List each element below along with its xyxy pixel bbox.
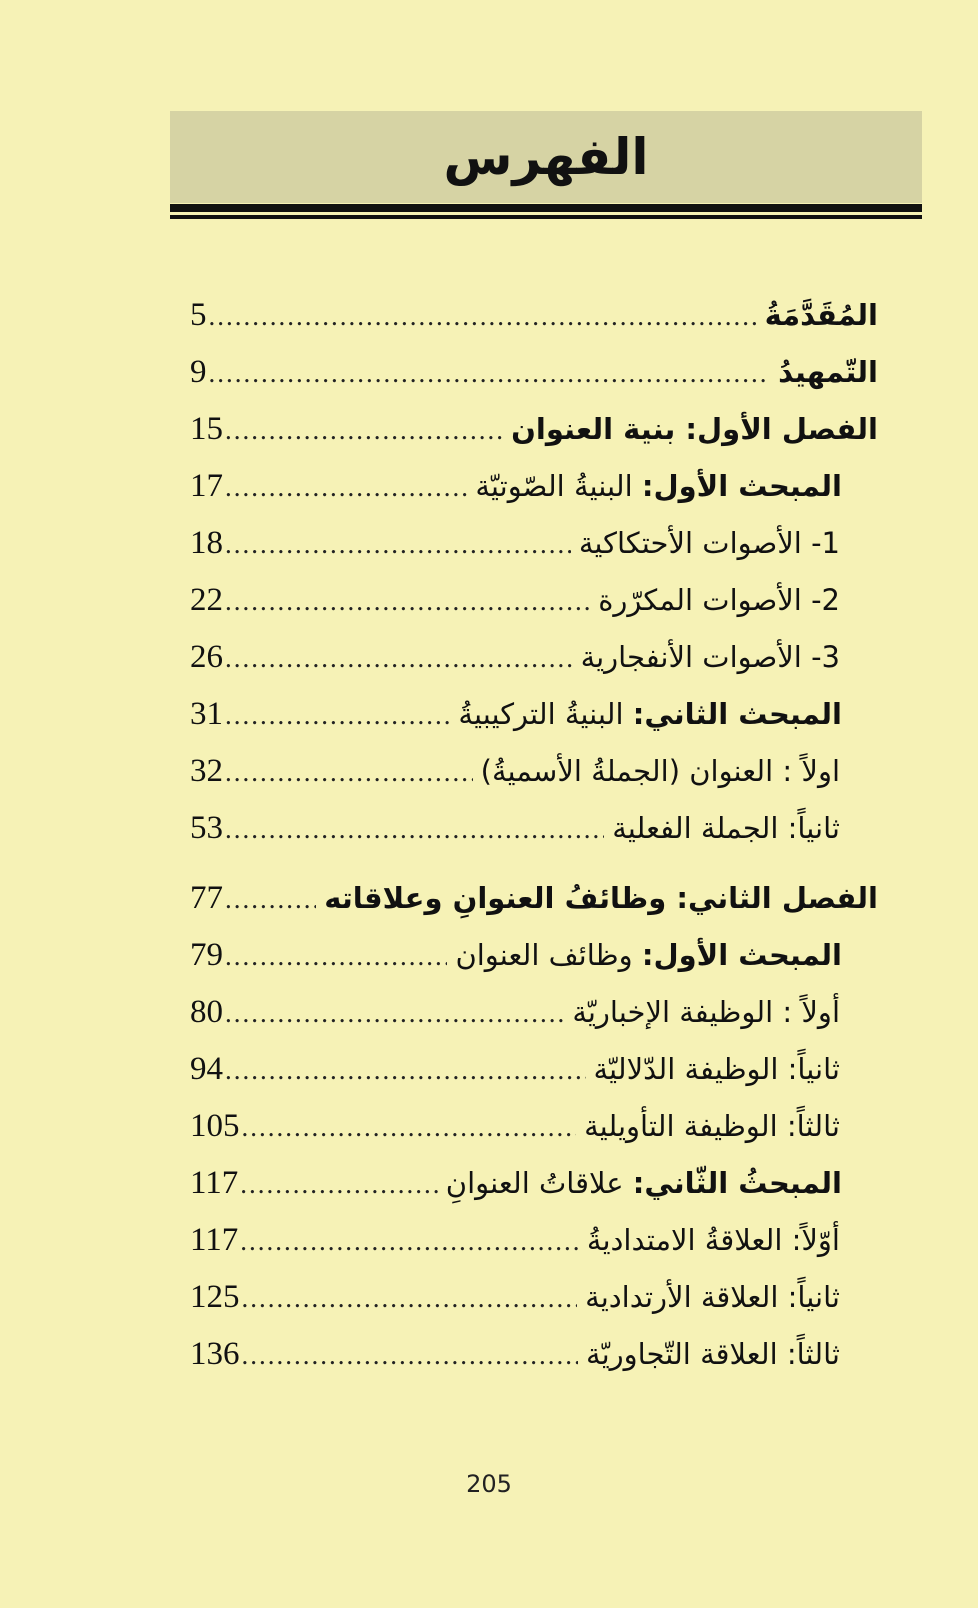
toc-entry-heading: المبحثُ الثّاني: [632, 1166, 842, 1200]
toc-entry-text: ثالثاً: الوظيفة التأويلية [584, 1109, 840, 1143]
toc-entry [190, 1108, 840, 1152]
toc-entry-text: البنيةُ التركيبيةُ [458, 697, 633, 731]
leader-dots [225, 700, 450, 731]
toc-page-number: 31 [190, 696, 223, 732]
leader-dots [225, 472, 467, 503]
toc-page-number: 9 [190, 354, 207, 390]
toc-entry-text: 1- الأصوات الأحتكاكية [578, 526, 840, 560]
toc-entry [190, 411, 878, 455]
toc-entry [190, 1051, 840, 1095]
leader-dots [209, 301, 757, 332]
toc-page-number: 125 [190, 1279, 240, 1315]
toc-entry-heading: الفصل الثاني: وظائفُ العنوانِ وعلاقاته [324, 881, 878, 915]
toc-page-number: 136 [190, 1336, 240, 1372]
toc-entry-label [577, 1280, 840, 1314]
toc-entry-text: وظائف العنوان [455, 938, 642, 972]
toc-entry-heading: المُقَدَّمَةُ [764, 298, 878, 332]
leader-dots [225, 998, 564, 1029]
leader-dots [209, 358, 771, 389]
toc-entry [190, 1336, 840, 1380]
leader-dots [225, 814, 604, 845]
toc-entry-text: اولاً : العنوان (الجملةُ الأسميةُ) [480, 754, 840, 788]
toc-entry-text: البنيةُ الصّوتيّة [475, 469, 642, 503]
toc-entry-label [579, 1223, 840, 1257]
toc-entry-label [473, 754, 840, 788]
leader-dots [225, 529, 571, 560]
toc-entry-heading: المبحث الأول: [641, 938, 842, 972]
toc-entry [190, 880, 878, 924]
toc-entry [190, 582, 840, 626]
leader-dots [225, 586, 590, 617]
toc-entry [190, 1279, 840, 1323]
toc-entry [190, 994, 840, 1038]
toc-entry-label [438, 1166, 842, 1200]
leader-dots [225, 941, 447, 972]
toc-page-number: 80 [190, 994, 223, 1030]
toc-page-number: 117 [190, 1165, 239, 1201]
toc-entry-text: 2- الأصوات المكرّرة [598, 583, 840, 617]
toc-entry-heading: التّمهيدُ [778, 355, 878, 389]
toc-entry-text: 3- الأصوات الأنفجارية [580, 640, 840, 674]
toc-entry-label [573, 640, 840, 674]
leader-dots [242, 1112, 577, 1143]
toc-entry-label [757, 298, 878, 332]
toc-page-number: 79 [190, 937, 223, 973]
toc-entry-text: ثالثاً: العلاقة التّجاوريّة [586, 1337, 840, 1371]
toc-entry [190, 753, 840, 797]
toc-page-number: 5 [190, 297, 207, 333]
toc-entry-label [770, 355, 878, 389]
toc-entry-text: أوّلاً: العلاقةُ الامتداديةُ [586, 1223, 840, 1257]
toc-entry-label [450, 697, 842, 731]
leader-dots [225, 757, 473, 788]
toc-entry [190, 468, 842, 512]
toc-entry-heading: الفصل الأول: بنية العنوان [511, 412, 878, 446]
leader-dots [225, 415, 503, 446]
leader-dots [225, 1055, 586, 1086]
toc-entry-text: ثانياً: العلاقة الأرتدادية [585, 1280, 840, 1314]
toc-entry [190, 354, 878, 398]
toc-page-number: 26 [190, 639, 223, 675]
leader-dots [225, 884, 316, 915]
toc-page-number: 18 [190, 525, 223, 561]
toc-page-number: 105 [190, 1108, 240, 1144]
toc-entry-label [586, 1052, 841, 1086]
toc-entry [190, 639, 840, 683]
toc-entry-heading: المبحث الأول: [641, 469, 842, 503]
toc-entry [190, 525, 840, 569]
toc-entry-text: علاقاتُ العنوانِ [445, 1166, 633, 1200]
toc-entry-label [564, 995, 840, 1029]
toc-entry-label [590, 583, 840, 617]
toc-entry-heading: المبحث الثاني: [632, 697, 842, 731]
leader-dots [240, 1169, 438, 1200]
toc-entry [190, 1222, 840, 1266]
toc-entry-label [316, 881, 878, 915]
toc-page-number: 22 [190, 582, 223, 618]
toc-entry-label [503, 412, 878, 446]
leader-dots [242, 1283, 578, 1314]
leader-dots [242, 1340, 579, 1371]
toc-page-number: 77 [190, 880, 223, 916]
toc-entry [190, 696, 842, 740]
footer-page-number: 205 [466, 1470, 512, 1498]
toc-entry [190, 1165, 842, 1209]
toc-entry-text: ثانياً: الوظيفة الدّلاليّة [593, 1052, 840, 1086]
toc-entry [190, 810, 840, 854]
toc-page-number: 117 [190, 1222, 239, 1258]
toc-page-number: 32 [190, 753, 223, 789]
toc-page-number: 53 [190, 810, 223, 846]
toc-page-number: 94 [190, 1051, 223, 1087]
leader-dots [240, 1226, 579, 1257]
toc-entry-label [604, 811, 840, 845]
toc-entry-label [467, 469, 842, 503]
toc-entry-label [571, 526, 840, 560]
toc-entry [190, 297, 878, 341]
toc-page-number: 15 [190, 411, 223, 447]
toc-entry-label [576, 1109, 840, 1143]
toc-entry-text: ثانياً: الجملة الفعلية [612, 811, 840, 845]
leader-dots [225, 643, 573, 674]
page-title: الفهرس [443, 128, 649, 186]
toc-entry-text: أولاً : الوظيفة الإخباريّة [572, 995, 840, 1029]
toc-entry [190, 937, 842, 981]
toc-entry-label [447, 938, 842, 972]
toc-page-number: 17 [190, 468, 223, 504]
toc-entry-label [578, 1337, 840, 1371]
